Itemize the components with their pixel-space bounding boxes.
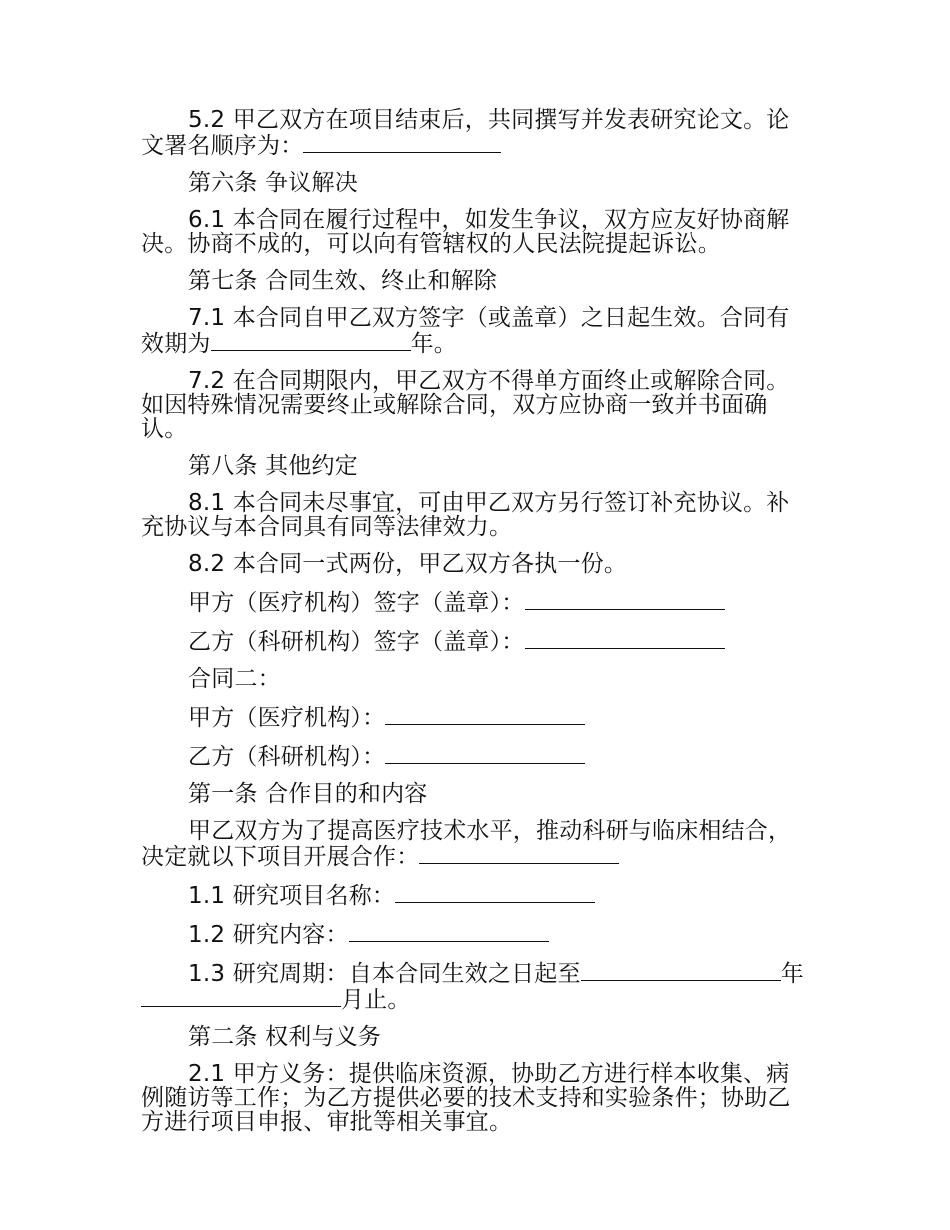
party-a-signature-line: [141, 589, 811, 615]
clause-1-3-suffix: 月止。: [341, 987, 411, 1013]
clause-1-3: [141, 960, 811, 1012]
party-a-signature-blank: [525, 589, 725, 610]
article-1-heading: 第一条 合作目的和内容: [188, 781, 428, 807]
article-1-intro-text: 甲乙双方为了提高医疗技术水平，推动科研与临床相结合，决定就以下项目开展合作：: [141, 818, 792, 870]
clause-7-2: 7.2 在合同期限内，甲乙双方不得单方面终止或解除合同。如因特殊情况需要终止或解除合同，双方应协商一致并书面确认。: [141, 368, 790, 442]
clause-7-1-text: 7.1 本合同自甲乙双方签字（或盖章）之日起生效。合同有效期为: [141, 305, 790, 357]
clause-8-1: 8.1 本合同未尽事宜，可由甲乙双方另行签订补充协议。补充协议与本合同具有同等法律效力。: [141, 490, 790, 540]
research-content-blank: [349, 921, 549, 942]
clause-5-2: [141, 108, 811, 158]
clause-1-2: [141, 921, 811, 947]
clause-1-3-text: 1.3 研究周期：自本合同生效之日起至: [188, 961, 581, 987]
article-1-intro: [141, 819, 811, 869]
party-b-blank: [385, 743, 585, 764]
cooperation-project-blank: [419, 843, 619, 864]
party-b-signature-line: [141, 628, 811, 654]
party-a-label: 甲方（医疗机构）：: [188, 705, 386, 731]
end-month-blank: [141, 986, 341, 1007]
party-b-line: [141, 743, 811, 769]
clause-1-1: [141, 882, 811, 908]
validity-years-blank: [211, 330, 411, 351]
contract-two-title: 合同二：: [188, 666, 281, 692]
clause-6-1: 6.1 本合同在履行过程中，如发生争议，双方应友好协商解决。协商不成的，可以向有管辖权的人民法院提起诉讼。: [141, 207, 790, 257]
party-a-line: [141, 704, 811, 730]
document-body: [141, 108, 811, 1147]
party-a-blank: [385, 704, 585, 725]
clause-1-2-label: 1.2 研究内容：: [188, 922, 349, 948]
clause-7-1: [141, 306, 811, 356]
clause-8-2: 8.2 本合同一式两份，甲乙双方各执一份。: [188, 551, 628, 577]
clause-2-1: 2.1 甲方义务：提供临床资源，协助乙方进行样本收集、病例随访等工作；为乙方提供必要的技术支持和实验条件；协助乙方进行项目申报、审批等相关事宜。: [141, 1061, 791, 1135]
clause-1-3-year: 年: [780, 961, 804, 987]
article-6-heading: 第六条 争议解决: [188, 170, 358, 196]
party-b-label: 乙方（科研机构）：: [188, 744, 386, 770]
article-2-heading: 第二条 权利与义务: [188, 1024, 382, 1050]
article-8-heading: 第八条 其他约定: [188, 453, 358, 479]
clause-5-2-text: 5.2 甲乙双方在项目结束后，共同撰写并发表研究论文。论文署名顺序为：: [141, 107, 790, 159]
party-a-signature-label: 甲方（医疗机构）签字（盖章）：: [188, 590, 525, 616]
author-order-blank: [303, 132, 501, 153]
project-name-blank: [395, 882, 595, 903]
article-7-heading: 第七条 合同生效、终止和解除: [188, 268, 498, 294]
clause-7-1-suffix: 年。: [410, 331, 458, 357]
end-year-blank: [581, 960, 781, 981]
party-b-signature-label: 乙方（科研机构）签字（盖章）：: [188, 629, 525, 655]
clause-1-1-label: 1.1 研究项目名称：: [188, 883, 396, 909]
party-b-signature-blank: [525, 628, 725, 649]
